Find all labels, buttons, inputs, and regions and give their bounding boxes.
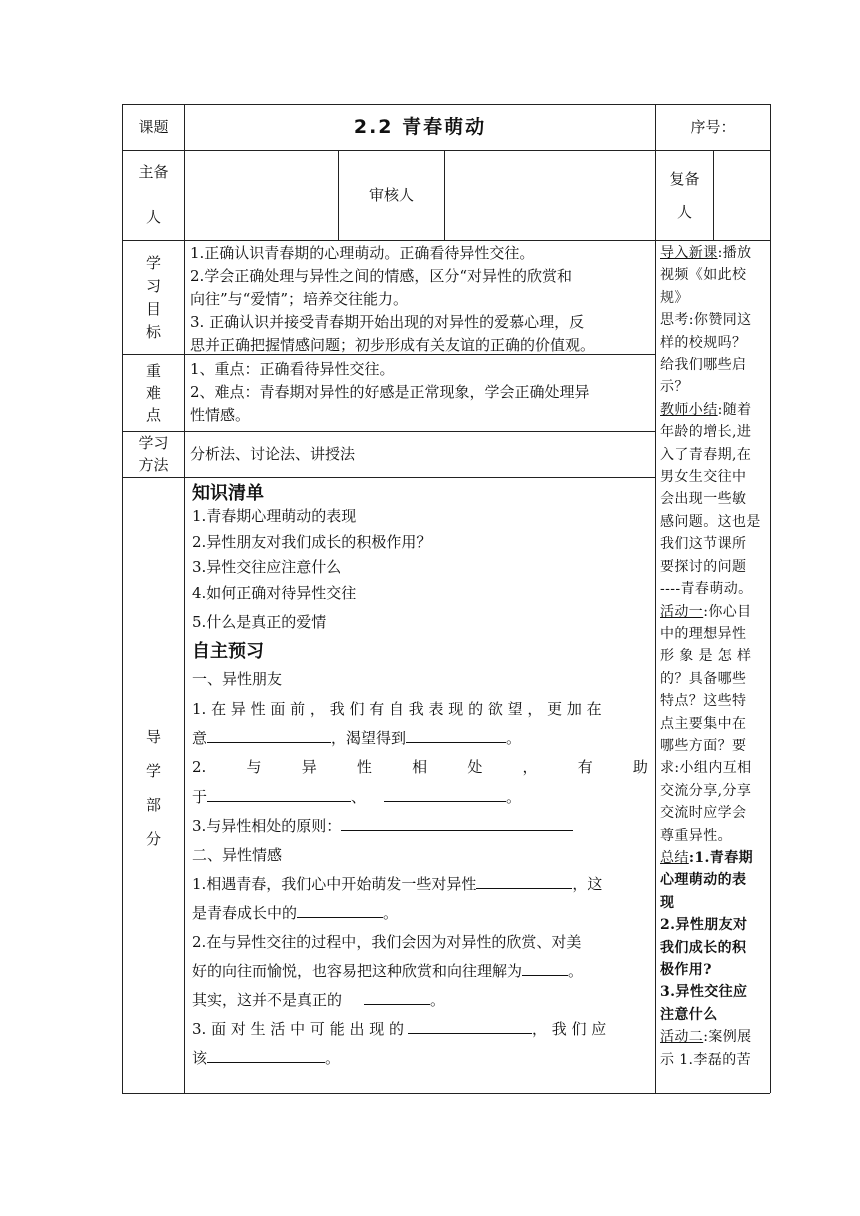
vline [770, 104, 771, 1093]
reviewer-value [445, 151, 655, 240]
knowledge-heading: 知识清单 [192, 483, 264, 504]
answer-blank[interactable] [207, 1047, 325, 1063]
activity2-block [660, 1026, 768, 1071]
q2-char: 处 [467, 758, 483, 776]
intro-line: 示？ [660, 379, 689, 396]
conclusion-line: 我们成长的积 [660, 939, 747, 956]
knowledge-item: 2.异性朋友对我们成长的积极作用？ [192, 532, 432, 551]
preparer-value [185, 151, 338, 240]
objective-line: 向往”与“爱情”；培养交往能力。 [190, 290, 409, 308]
hline [122, 240, 770, 241]
answer-blank[interactable] [406, 727, 506, 743]
methods-label-line1: 学习 [138, 434, 169, 452]
conclusion-line: 现 [660, 894, 675, 911]
summary-line: 要探讨的问题 [660, 558, 747, 575]
activity1-line: :你心目 [703, 603, 752, 620]
guide-label-char: 部 [145, 796, 161, 814]
conclusion-line: 心理萌动的表 [660, 872, 747, 889]
knowledge-item: 4.如何正确对待异性交往 [192, 583, 357, 602]
q2-char: 与 [246, 758, 262, 776]
keypoints-text [190, 358, 652, 427]
summary-line: 男女生交往中 [660, 469, 747, 486]
rechecker-label-line2: 人 [676, 203, 692, 221]
preparer-label-line1: 主备 [138, 163, 169, 181]
q2-char: 性 [356, 758, 372, 776]
summary-line: 入了青春期,在 [660, 446, 752, 463]
objective-line: 1.正确认识青春期的心理萌动。正确看待异性交往。 [190, 244, 535, 262]
answer-blank[interactable] [341, 815, 573, 831]
sidebar-notes [660, 242, 768, 1071]
q6-prefix: 3. 面 对 生 活 中 可 能 出 现 的 [192, 1020, 404, 1038]
knowledge-list [192, 504, 652, 636]
q2-char: 2. [192, 758, 207, 776]
intro-block [660, 242, 768, 399]
intro-line: :播放 [717, 245, 752, 261]
activity1-line: 的？具备哪些 [660, 670, 747, 687]
answer-blank[interactable] [522, 960, 568, 976]
q2-char: ， [522, 758, 538, 776]
methods-text: 分析法、讨论法、讲授法 [190, 445, 356, 463]
preparer-label [123, 151, 184, 240]
intro-line: 样的校规吗？ [660, 334, 747, 351]
preview-heading: 自主预习 [192, 641, 264, 662]
objectives-label-char: 目 [145, 300, 161, 318]
rechecker-label-line1: 复备 [669, 170, 700, 188]
sec2-title: 二、异性情感 [192, 846, 283, 864]
summary-line: :随着 [717, 401, 752, 418]
summary-block [660, 399, 768, 601]
keypoints-label [123, 360, 184, 426]
activity2-label: 活动二 [660, 1029, 704, 1046]
guide-label-char: 导 [145, 728, 161, 746]
q2-end: 。 [506, 788, 522, 806]
knowledge-item: 1.青春期心理萌动的表现 [192, 507, 357, 525]
objective-line: 3. 正确认识并接受青春期开始出现的对异性的爱慕心理，反 [190, 313, 585, 331]
q6-line2 [192, 1047, 652, 1070]
intro-line: 给我们哪些启 [660, 357, 747, 374]
hline [122, 1093, 770, 1094]
activity1-line: 求:小组内互相 [660, 760, 752, 777]
lesson-title: 2.2 青春萌动 [353, 116, 487, 138]
sec1-title: 一、异性朋友 [192, 670, 283, 688]
activity2-line: :案例展 [703, 1029, 752, 1046]
keypoints-label-char: 重 [145, 362, 161, 380]
answer-blank[interactable] [207, 786, 351, 802]
activity1-line: 中的理想异性 [660, 625, 747, 642]
objectives-label-char: 学 [145, 254, 161, 272]
serial-label: 序号： [690, 118, 736, 136]
q5-line3 [192, 989, 652, 1012]
q4-line2 [192, 902, 652, 925]
hline [122, 431, 655, 432]
q2-prefix: 于 [192, 788, 208, 806]
q2-char: 有 [577, 758, 593, 776]
conclusion-label: 总结 [660, 849, 689, 866]
methods-label [123, 432, 184, 476]
q5-prefix: 好的向往而愉悦，也容易把这种欣赏和向往理解为 [192, 962, 523, 980]
q4-prefix2: 是青春成长中的 [192, 904, 298, 922]
keypoints-label-char: 点 [145, 406, 161, 424]
summary-line: 会出现一些敏 [660, 491, 747, 508]
q5-line1: 2.在与异性交往的过程中，我们会因为对异性的欣赏、对美 [192, 933, 582, 951]
q2-line1 [192, 756, 648, 779]
activity1-line: 交流时应学会 [660, 805, 747, 822]
rechecker-label [656, 151, 713, 240]
guide-label [123, 720, 184, 856]
q6-line1 [192, 1018, 652, 1041]
objectives-label [123, 252, 184, 344]
vline [655, 104, 656, 1093]
keypoint-line: 性情感。 [190, 406, 251, 424]
q4-end: ，这 [572, 875, 603, 893]
hline [122, 477, 655, 478]
q2-line2 [192, 786, 652, 809]
objectives-text [190, 242, 652, 357]
q4-prefix: 1.相遇青春，我们心中开始萌发一些对异性 [192, 875, 477, 893]
intro-line: 视频《如此校 [660, 267, 747, 284]
objectives-label-char: 习 [145, 277, 161, 295]
q1-mid: ，渴望得到 [331, 729, 407, 747]
objective-line: 2.学会正确处理与异性之间的情感，区分“对异性的欣赏和 [190, 267, 572, 285]
activity2-line: 示 1.李磊的苦 [660, 1051, 752, 1068]
keypoints-label-char: 难 [145, 384, 161, 402]
q2-char: 异 [301, 758, 317, 776]
intro-line: 思考:你赞同这 [660, 312, 752, 329]
keypoint-line: 2、难点：青春期对异性的好感是正常现象，学会正确处理异 [190, 383, 590, 401]
q1-line1: 1. 在 异 性 面 前 ， 我 们 有 自 我 表 现 的 欲 望 ， 更 加 在 [192, 700, 602, 718]
objective-line: 思并正确把握情感问题；初步形成有关友谊的正确的价值观。 [190, 336, 596, 354]
q6-prefix2: 该 [192, 1049, 208, 1067]
activity1-line: 尊重异性。 [660, 827, 732, 844]
q1-line2 [192, 727, 652, 750]
answer-blank[interactable] [207, 727, 331, 743]
q3-prefix: 3.与异性相处的原则： [192, 817, 342, 835]
vline [713, 150, 714, 240]
q6-end: ， 我 们 应 [532, 1020, 607, 1038]
answer-blank[interactable] [476, 873, 572, 889]
summary-line: 感问题。这也是 [660, 513, 761, 530]
answer-blank[interactable] [384, 786, 506, 802]
conclusion-line: 3.异性交往应 [660, 984, 748, 1001]
q2-char: 助 [632, 758, 648, 776]
vline [184, 104, 185, 1093]
keypoint-line: 1、重点：正确看待异性交往。 [190, 360, 395, 378]
activity1-line: 点主要集中在 [660, 715, 747, 732]
answer-blank[interactable] [364, 989, 430, 1005]
activity1-line: 哪些方面？要 [660, 737, 747, 754]
knowledge-item: 5.什么是真正的爱情 [192, 613, 327, 631]
guide-label-char: 分 [145, 830, 161, 848]
q5-end3: 。 [430, 991, 446, 1009]
q2-char: 相 [412, 758, 428, 776]
guide-label-char: 学 [145, 762, 161, 780]
q5-prefix3: 其实，这并不是真正的 [192, 991, 343, 1009]
answer-blank[interactable] [297, 902, 383, 918]
summary-line: ----青春萌动。 [660, 581, 753, 598]
methods-label-line2: 方法 [138, 456, 169, 474]
q4-line1 [192, 873, 652, 896]
intro-line: 规》 [660, 289, 689, 306]
conclusion-line: 极作用? [660, 962, 712, 978]
activity1-label: 活动一 [660, 603, 704, 620]
q1-prefix: 意 [192, 729, 208, 747]
q6-end2: 。 [325, 1049, 341, 1067]
q5-end: 。 [568, 962, 584, 980]
q5-line2 [192, 960, 654, 983]
activity1-line: 特点？这些特 [660, 693, 747, 710]
q3-line [192, 815, 652, 838]
knowledge-item: 3.异性交往应注意什么 [192, 558, 342, 576]
summary-label: 教师小结 [660, 401, 718, 418]
preparer-label-line2: 人 [145, 208, 161, 226]
q1-end: 。 [506, 729, 522, 747]
conclusion-line: 2.异性朋友对 [660, 917, 748, 934]
q2-mid: 、 [351, 788, 367, 806]
intro-label: 导入新课 [660, 245, 718, 261]
activity1-line: 形 象 是 怎 样 [660, 648, 752, 665]
summary-line: 我们这节课所 [660, 536, 747, 553]
conclusion-line: :1.青春期 [688, 849, 753, 866]
conclusion-line: 注意什么 [660, 1006, 718, 1023]
conclusion-block [660, 847, 768, 1026]
q4-end2: 。 [383, 904, 399, 922]
answer-blank[interactable] [408, 1018, 532, 1034]
topic-label: 课题 [138, 118, 169, 136]
activity1-line: 交流分享,分享 [660, 782, 752, 799]
summary-line: 年龄的增长,进 [660, 424, 752, 441]
objectives-label-char: 标 [145, 323, 161, 341]
activity1-block [660, 601, 768, 847]
reviewer-label: 审核人 [368, 186, 414, 204]
